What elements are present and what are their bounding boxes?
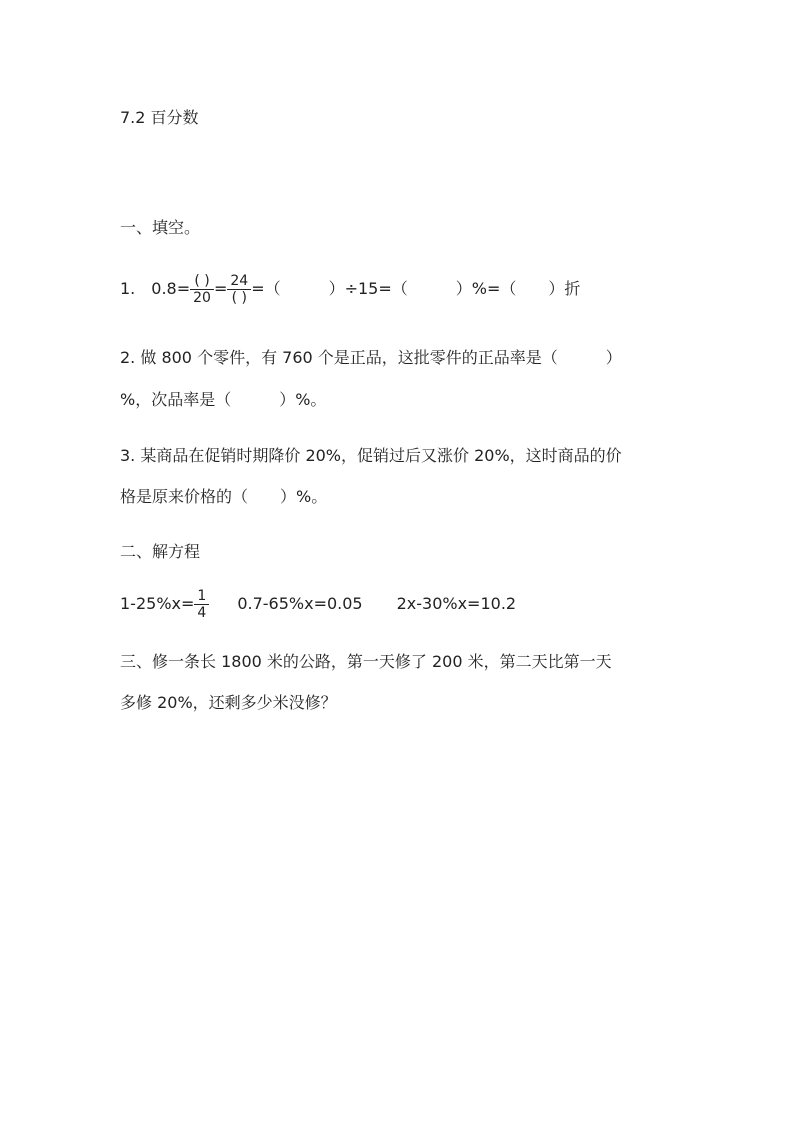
section-2-heading: 二、解方程 (120, 542, 201, 561)
question-3-line-1: 3. 某商品在促销时期降价 20%，促销过后又涨价 20%，这时商品的价 (120, 446, 622, 465)
equation-1-lead: 1-25%x= (120, 594, 195, 613)
fraction-2-numerator: 24 (227, 273, 251, 290)
equation-1-fraction (194, 588, 209, 621)
question-2-line-2: %，次品率是（ ）%。 (120, 390, 327, 409)
fraction-2-denominator: ( ) (231, 289, 247, 306)
question-1-tail: =（ ）÷15=（ ）%=（ ）折 (251, 279, 581, 298)
fraction-1 (190, 273, 214, 306)
question-3-line-2: 格是原来价格的（ ）%。 (120, 487, 328, 506)
equation-3: 2x-30%x=10.2 (396, 594, 517, 613)
section-3-line-2: 多修 20%，还剩多少米没修？ (120, 693, 337, 712)
fraction-1-numerator: ( ) (190, 273, 214, 290)
question-1-number: 1. (120, 279, 136, 298)
question-1 (120, 268, 580, 310)
equation-2: 0.7-65%x=0.05 (237, 594, 363, 613)
question-1-equals: = (213, 279, 228, 298)
section-1-heading: 一、填空。 (120, 218, 201, 237)
question-1-lead: 0.8= (151, 279, 191, 298)
question-2-line-1: 2. 做 800 个零件，有 760 个是正品，这批零件的正品率是（ ） (120, 348, 622, 367)
equation-1-numerator: 1 (194, 588, 209, 605)
page-title: 7.2 百分数 (120, 108, 199, 127)
equation-1-denominator: 4 (197, 604, 207, 621)
fraction-2 (227, 273, 251, 306)
section-3-line-1: 三、修一条长 1800 米的公路，第一天修了 200 米，第二天比第一天 (120, 652, 612, 671)
equations-row (120, 584, 516, 624)
fraction-1-denominator: 20 (193, 289, 211, 306)
